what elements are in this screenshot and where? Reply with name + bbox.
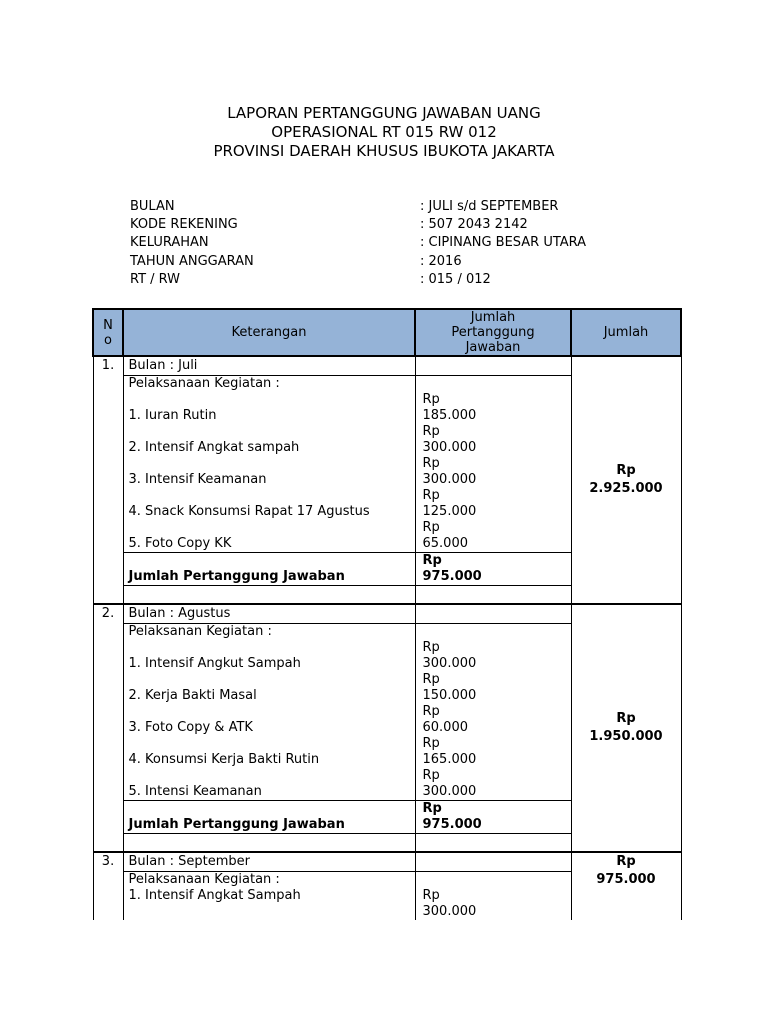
item-amount: 300.000 — [422, 656, 477, 671]
total-label-text: Jumlah Pertanggung Jawaban — [128, 569, 345, 584]
item-amount: 300.000 — [422, 440, 477, 455]
info-row-kode-rekening — [130, 216, 586, 234]
item-desc: 5. Foto Copy KK — [128, 536, 232, 551]
kegiatan-list — [123, 624, 415, 801]
row-number: 3. — [93, 852, 123, 920]
item-amount: 65.000 — [422, 536, 468, 551]
item-rp: Rp — [422, 520, 440, 535]
item-amount: 185.000 — [422, 408, 477, 423]
info-label: TAHUN ANGGARAN — [130, 253, 254, 269]
section-jumlah — [571, 604, 681, 852]
section-jumlah — [571, 852, 681, 920]
total-rp: Rp — [422, 801, 442, 816]
item-rp: Rp — [422, 640, 440, 655]
section-jumlah-amount: 1.950.000 — [589, 729, 663, 744]
item-rp: Rp — [422, 736, 440, 751]
info-value: : JULI s/d SEPTEMBER — [420, 199, 559, 214]
header-no-line-1: N — [103, 317, 113, 333]
total-rp: Rp — [422, 553, 442, 568]
info-label: RT / RW — [130, 271, 181, 287]
header-jpj-line-3: Jawaban — [465, 340, 521, 355]
table-row-month-agustus — [93, 604, 681, 624]
info-row-kelurahan — [130, 234, 586, 252]
report-info — [130, 198, 586, 289]
info-value: : CIPINANG BESAR UTARA — [420, 235, 587, 251]
item-desc: 1. Intensif Angkat Sampah — [128, 888, 301, 903]
spacer-cell — [123, 834, 415, 853]
section-jumlah-rp: Rp — [616, 463, 636, 478]
month-label: Bulan : Agustus — [123, 604, 415, 624]
item-amount: 300.000 — [422, 784, 477, 799]
info-value: : 2016 — [420, 253, 462, 269]
spacer-cell — [415, 834, 571, 853]
total-amount-value: 975.000 — [422, 817, 482, 832]
header-jumlah: Jumlah — [571, 309, 681, 356]
header-keterangan: Keterangan — [123, 309, 415, 356]
total-label — [123, 553, 415, 586]
spacer-cell — [415, 586, 571, 605]
kegiatan-label: Pelaksanaan Kegiatan : — [128, 376, 280, 391]
section-jumlah-amount: 975.000 — [596, 872, 656, 887]
item-rp: Rp — [422, 704, 440, 719]
header-jumlah-pertanggung-jawaban — [415, 309, 571, 356]
title-line-2: OPERASIONAL RT 015 RW 012 — [271, 123, 497, 141]
amount-list — [415, 624, 571, 801]
info-label: KELURAHAN — [130, 235, 209, 251]
item-desc: 4. Snack Konsumsi Rapat 17 Agustus — [128, 504, 370, 519]
row-number: 2. — [93, 604, 123, 852]
item-desc: 1. Iuran Rutin — [128, 408, 217, 423]
total-label — [123, 801, 415, 834]
header-no-line-2: o — [104, 332, 112, 348]
info-row-tahun-anggaran — [130, 253, 586, 271]
month-amount-empty — [415, 356, 571, 376]
section-jumlah-rp: Rp — [616, 711, 636, 726]
item-rp: Rp — [422, 392, 440, 407]
title-line-3: PROVINSI DAERAH KHUSUS IBUKOTA JAKARTA — [213, 142, 555, 160]
item-rp: Rp — [422, 888, 440, 903]
kegiatan-label: Pelaksanaan Kegiatan : — [128, 872, 280, 887]
item-rp: Rp — [422, 424, 440, 439]
item-amount: 150.000 — [422, 688, 477, 703]
total-amount — [415, 801, 571, 834]
report-title — [0, 104, 768, 161]
spacer-cell — [123, 586, 415, 605]
amount-list — [415, 872, 571, 921]
item-desc: 4. Konsumsi Kerja Bakti Rutin — [128, 752, 320, 767]
item-rp: Rp — [422, 672, 440, 687]
item-rp: Rp — [422, 488, 440, 503]
title-line-1: LAPORAN PERTANGGUNG JAWABAN UANG — [227, 104, 541, 122]
section-jumlah — [571, 356, 681, 604]
header-no — [93, 309, 123, 356]
table-row-month-juli — [93, 356, 681, 376]
info-value: : 507 2043 2142 — [420, 217, 528, 233]
item-desc: 5. Intensi Keamanan — [128, 784, 262, 799]
total-amount — [415, 553, 571, 586]
info-value: : 015 / 012 — [420, 271, 491, 287]
header-jpj-line-2: Pertanggung — [451, 325, 535, 340]
section-jumlah-amount: 2.925.000 — [589, 481, 663, 496]
month-label: Bulan : Juli — [123, 356, 415, 376]
total-label-text: Jumlah Pertanggung Jawaban — [128, 817, 345, 832]
item-desc: 2. Intensif Angkat sampah — [128, 440, 300, 455]
item-desc: 2. Kerja Bakti Masal — [128, 688, 257, 703]
item-amount: 125.000 — [422, 504, 477, 519]
kegiatan-label: Pelaksanan Kegiatan : — [128, 624, 272, 639]
amount-list — [415, 376, 571, 553]
report-table — [92, 308, 682, 920]
month-label: Bulan : September — [123, 852, 415, 872]
item-desc: 1. Intensif Angkut Sampah — [128, 656, 301, 671]
row-number: 1. — [93, 356, 123, 604]
item-desc: 3. Foto Copy & ATK — [128, 720, 253, 735]
info-row-rt-rw — [130, 271, 586, 289]
section-jumlah-rp: Rp — [616, 854, 636, 869]
total-amount-value: 975.000 — [422, 569, 482, 584]
kegiatan-list — [123, 872, 415, 921]
kegiatan-list — [123, 376, 415, 553]
item-rp: Rp — [422, 768, 440, 783]
item-amount: 300.000 — [422, 472, 477, 487]
table-row-month-september — [93, 852, 681, 872]
month-amount-empty — [415, 852, 571, 872]
info-label: BULAN — [130, 199, 175, 214]
item-rp: Rp — [422, 456, 440, 471]
month-amount-empty — [415, 604, 571, 624]
item-amount: 300.000 — [422, 904, 477, 919]
item-amount: 165.000 — [422, 752, 477, 767]
header-jpj-line-1: Jumlah — [470, 310, 516, 325]
info-row-bulan — [130, 198, 586, 216]
item-desc: 3. Intensif Keamanan — [128, 472, 267, 487]
table-header-row — [93, 309, 681, 356]
item-amount: 60.000 — [422, 720, 468, 735]
info-label: KODE REKENING — [130, 217, 238, 233]
